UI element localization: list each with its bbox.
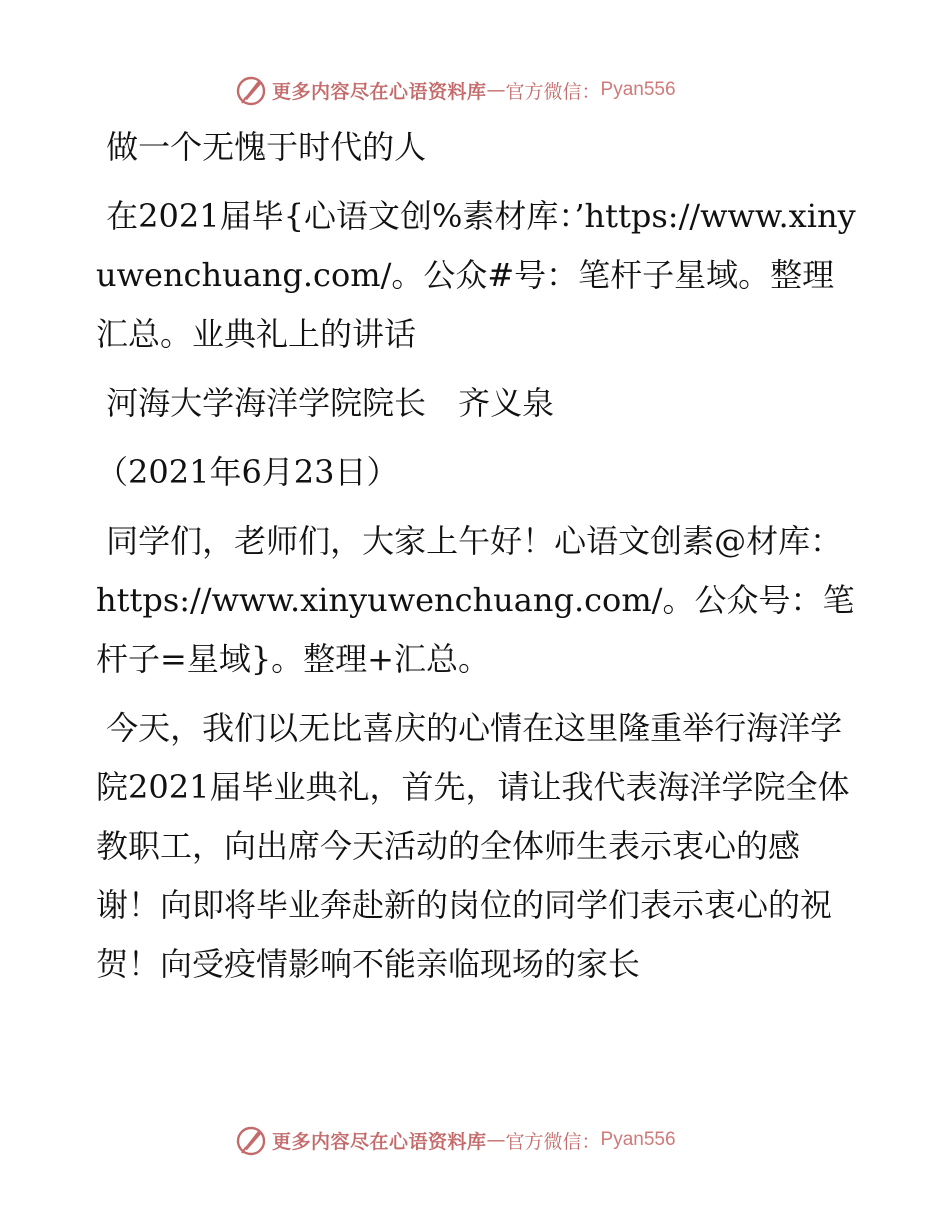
doc-paragraph: 同学们，老师们，大家上午好！心语文创素@材库：https://www.xinyuwenchuang.com/。公众号：笔杆子=星域}。整理+汇总。 [96,522,855,678]
footer-watermark [234,1122,676,1158]
quill-logo-icon [234,1123,268,1157]
watermark-wechat-id: Pyan556 [600,79,676,100]
watermark-main-text: 更多内容尽在心语资料库 [272,1130,487,1153]
quill-logo-icon [234,73,268,107]
watermark-dash: — [486,79,506,101]
watermark-wechat-id: Pyan556 [600,1129,676,1150]
doc-date: （2021年6月23日） [96,453,399,491]
doc-author: 河海大学海洋学院院长 齐义泉 [96,384,555,422]
doc-paragraph: 在2021届毕{心语文创%素材库：’https://www.xinyuwenchuang.com/。公众#号：笔杆子星域。整理汇总。业典礼上的讲话 [96,197,856,353]
watermark-sub-text: 官方微信： [505,80,601,103]
header-watermark [234,72,676,108]
watermark-dash: — [486,1129,506,1151]
document-body [96,118,856,1004]
watermark-sub-text: 官方微信： [505,1130,601,1153]
doc-title: 做一个无愧于时代的人 [96,128,427,166]
watermark-main-text: 更多内容尽在心语资料库 [272,80,487,103]
doc-paragraph: 今天，我们以无比喜庆的心情在这里隆重举行海洋学院2021届毕业典礼，首先，请让我代表海洋学院全体教职工，向出席今天活动的全体师生表示衷心的感谢！向即将毕业奔赴新的岗位的同学们表示衷心的祝贺！向受疫情影响不能亲临现场的家长 [96,709,850,983]
